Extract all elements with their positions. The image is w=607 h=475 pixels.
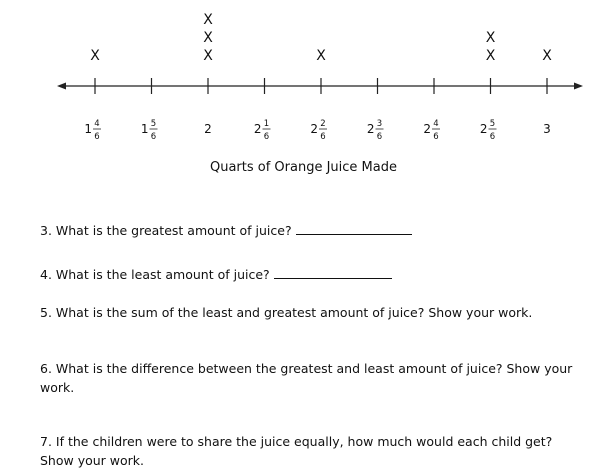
answer-blank-3[interactable] — [296, 222, 412, 235]
tick-label-denominator: 6 — [150, 132, 157, 142]
tick-label-whole: 2 — [366, 122, 375, 136]
tick-label-numerator: 2 — [320, 119, 326, 129]
tick-label-numerator: 1 — [263, 119, 270, 129]
x-mark: X — [203, 48, 213, 64]
tick-label-numerator: 5 — [150, 119, 157, 129]
tick-label-whole: 2 — [479, 122, 488, 136]
tick-label-whole: 2 — [423, 122, 431, 136]
tick-label-numerator: 4 — [94, 119, 100, 129]
x-axis-title: Quarts of Orange Juice Made — [209, 160, 397, 175]
question-3 — [40, 221, 585, 240]
tick-label-denominator: 6 — [94, 132, 100, 142]
line-plot — [0, 0, 607, 155]
tick-label-numerator: 5 — [489, 119, 496, 129]
tick-label-whole: 2 — [253, 122, 262, 136]
x-mark: X — [90, 48, 100, 64]
answer-blank-4[interactable] — [274, 266, 392, 279]
tick-label-numerator: 4 — [433, 119, 439, 129]
tick-label-whole: 3 — [543, 122, 551, 136]
tick-label-whole: 2 — [310, 122, 318, 136]
tick-label-numerator: 3 — [376, 119, 383, 129]
tick-label-denominator: 6 — [489, 132, 496, 142]
question-4 — [40, 265, 585, 284]
tick-label-whole: 1 — [140, 122, 149, 136]
x-mark: X — [485, 48, 496, 64]
tick-label-denominator: 6 — [433, 132, 439, 142]
x-mark: X — [203, 30, 213, 46]
question-6: 6. What is the difference between the greatest and least amount of juice? Show your work. — [40, 361, 573, 395]
question-5: 5. What is the sum of the least and greatest amount of juice? Show your work. — [40, 305, 533, 320]
question-3-text: 3. What is the greatest amount of juice? — [40, 223, 296, 238]
left-arrow-icon — [57, 83, 66, 90]
x-mark: X — [485, 30, 496, 46]
x-mark: X — [542, 48, 552, 64]
tick-label-whole: 2 — [204, 122, 212, 136]
tick-label-denominator: 6 — [376, 132, 383, 142]
tick-label-denominator: 6 — [263, 132, 270, 142]
right-arrow-icon — [574, 83, 583, 90]
tick-label-whole: 1 — [84, 122, 92, 136]
x-mark: X — [203, 12, 213, 28]
question-4-text: 4. What is the least amount of juice? — [40, 267, 274, 282]
question-7: 7. If the children were to share the juice equally, how much would each child get? Show your work. — [40, 434, 553, 468]
x-mark: X — [316, 48, 326, 64]
tick-label-denominator: 6 — [320, 132, 326, 142]
